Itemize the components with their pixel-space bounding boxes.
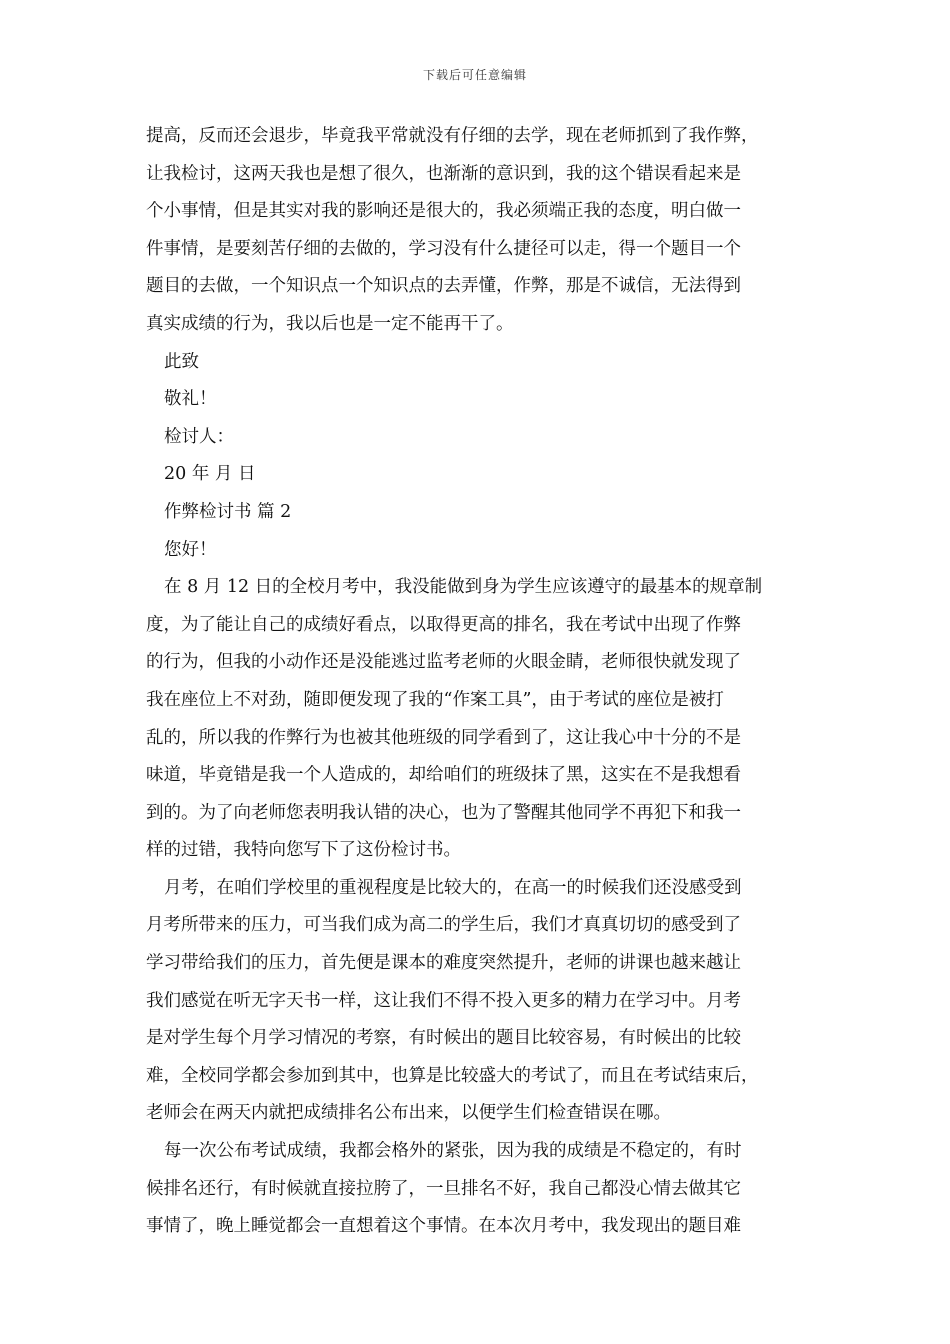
- text-line: 在 8 月 12 日的全校月考中，我没能做到身为学生应该遵守的最基本的规章制: [164, 577, 763, 598]
- text-line: 检讨人：: [164, 426, 234, 447]
- page-header: 下载后可任意编辑: [422, 68, 527, 82]
- text-line: 个小事情，但是其实对我的影响还是很大的，我必须端正我的态度，明白做一: [146, 201, 741, 222]
- document-body: [146, 118, 806, 1246]
- text-line: 敬礼！: [164, 389, 217, 410]
- text-line: 味道，毕竟错是我一个人造成的，却给咱们的班级抹了黑，这实在不是我想看: [146, 765, 741, 786]
- text-line: 度，为了能让自己的成绩好看点，以取得更高的排名，我在考试中出现了作弊: [146, 614, 741, 635]
- text-line: 20 年 月 日: [164, 464, 256, 485]
- text-line: 月考所带来的压力，可当我们成为高二的学生后，我们才真真切切的感受到了: [146, 915, 741, 936]
- text-line: 作弊检讨书 篇 2: [164, 501, 292, 522]
- text-line: 让我检讨，这两天我也是想了很久，也渐渐的意识到，我的这个错误看起来是: [146, 163, 741, 184]
- text-line: 件事情，是要刻苦仔细的去做的，学习没有什么捷径可以走，得一个题目一个: [146, 238, 741, 259]
- text-line: 提高，反而还会退步，毕竟我平常就没有仔细的去学，现在老师抓到了我作弊，: [146, 126, 759, 146]
- text-line: 难，全校同学都会参加到其中，也算是比较盛大的考试了，而且在考试结束后，: [146, 1065, 759, 1086]
- text-line: 老师会在两天内就把成绩排名公布出来，以便学生们检查错误在哪。: [146, 1103, 671, 1124]
- text-line: 您好！: [164, 539, 217, 560]
- text-line: 事情了，晚上睡觉都会一直想着这个事情。在本次月考中，我发现出的题目难: [146, 1216, 741, 1237]
- text-line: 每一次公布考试成绩，我都会格外的紧张，因为我的成绩是不稳定的，有时: [164, 1141, 742, 1162]
- text-line: 我们感觉在听无字天书一样，这让我们不得不投入更多的精力在学习中。月考: [146, 990, 741, 1011]
- text-line: 的行为，但我的小动作还是没能逃过监考老师的火眼金睛，老师很快就发现了: [146, 652, 741, 673]
- text-line: 我在座位上不对劲，随即便发现了我的“作案工具”，由于考试的座位是被打: [146, 689, 724, 710]
- text-line: 月考，在咱们学校里的重视程度是比较大的，在高一的时候我们还没感受到: [164, 877, 742, 898]
- text-line: 到的。为了向老师您表明我认错的决心，也为了警醒其他同学不再犯下和我一: [146, 802, 741, 823]
- text-line: 真实成绩的行为，我以后也是一定不能再干了。: [146, 313, 514, 334]
- text-line: 乱的，所以我的作弊行为也被其他班级的同学看到了，这让我心中十分的不是: [146, 727, 741, 748]
- text-line: 题目的去做，一个知识点一个知识点的去弄懂，作弊，那是不诚信，无法得到: [146, 276, 741, 297]
- text-line: 是对学生每个月学习情况的考察，有时候出的题目比较容易，有时候出的比较: [146, 1028, 741, 1049]
- text-line: 候排名还行，有时候就直接拉胯了，一旦排名不好，我自己都没心情去做其它: [146, 1178, 741, 1199]
- text-line: 学习带给我们的压力，首先便是课本的难度突然提升，老师的讲课也越来越让: [146, 953, 741, 974]
- text-line: 此致: [164, 351, 199, 372]
- text-line: 样的过错，我特向您写下了这份检讨书。: [146, 840, 461, 861]
